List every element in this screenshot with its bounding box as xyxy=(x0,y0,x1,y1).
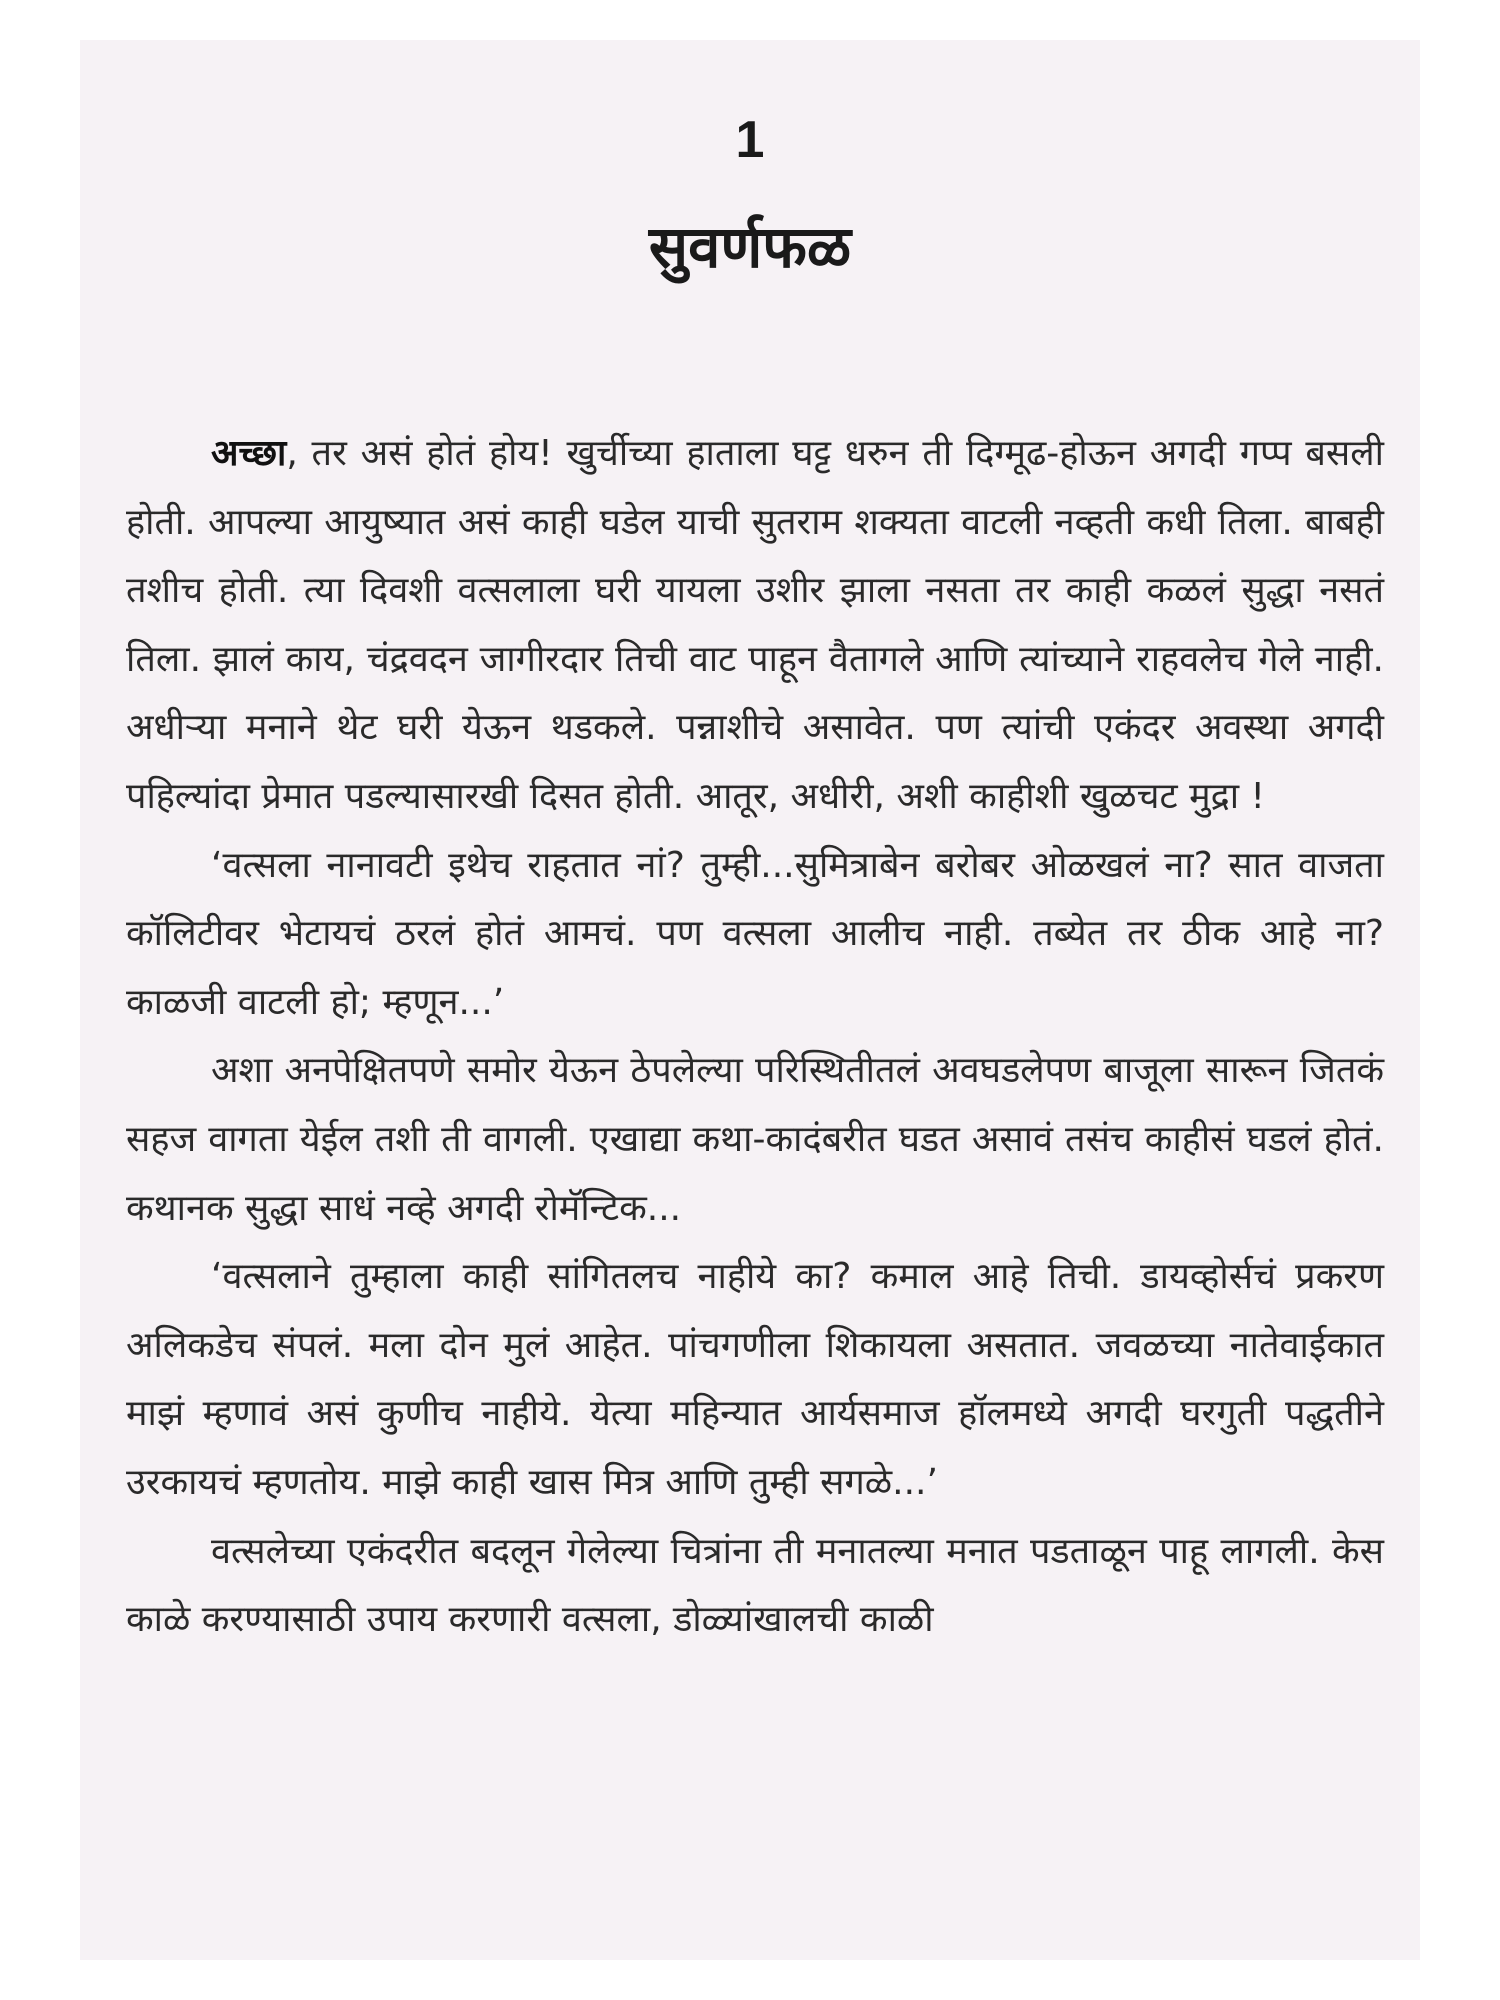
paragraph xyxy=(126,420,1384,832)
paragraph xyxy=(126,1518,1384,1655)
chapter-number: 1 xyxy=(735,111,765,169)
paragraph-text: वत्सलेच्या एकंदरीत बदलून गेलेल्या चित्रांना ती मनातल्या मनात पडताळून पाहू लागली. केस काळे करण्यासाठी उपाय करणारी वत्सला, डोळ्यांखालची काळी xyxy=(126,1530,1384,1641)
chapter-body xyxy=(126,420,1384,1655)
paragraph xyxy=(126,1243,1384,1517)
paragraph-text: , तर असं होतं होय! खुर्चीच्या हाताला घट्ट धरुन ती दिग्मूढ-होऊन अगदी गप्प बसली होती. आपल्या आयुष्यात असं काही घडेल याची सुतराम शक्यता वाटली नव्हती कधी तिला. बाबही तशीच होती. त्या दिवशी वत्सलाला घरी यायला उशीर झाला नसता तर काही कळलं सुद्धा नसतं तिला. झालं काय, चंद्रवदन जागीरदार तिची वाट पाहून वैतागले आणि त्यांच्याने राहवलेच गेले नाही. अधीऱ्या मनाने थेट घरी येऊन थडकले. पन्नाशीचे असावेत. पण त्यांची एकंदर अवस्था अगदी पहिल्यांदा प्रेमात पडल्यासारखी दिसत होती. आतूर, अधीरी, अशी काहीशी खुळचट मुद्रा ! xyxy=(126,433,1384,817)
chapter-title: सुवर्णफळ xyxy=(648,213,852,281)
paragraph-lead-word: अच्छा xyxy=(211,433,287,474)
paragraph-text: अशा अनपेक्षितपणे समोर येऊन ठेपलेल्या परिस्थितीतलं अवघडलेपण बाजूला सारून जितकं सहज वागता येईल तशी ती वागली. एखाद्या कथा-कादंबरीत घडत असावं तसंच काहीसं घडलं होतं. कथानक सुद्धा साधं नव्हे अगदी रोमॅन्टिक... xyxy=(126,1050,1384,1229)
book-page xyxy=(80,40,1420,1960)
paragraph xyxy=(126,832,1384,1038)
paragraph-text: ‘वत्सला नानावटी इथेच राहतात नां? तुम्ही...सुमित्राबेन बरोबर ओळखलं ना? सात वाजता कॉलिटीवर भेटायचं ठरलं होतं आमचं. पण वत्सला आलीच नाही. तब्येत तर ठीक आहे ना? काळजी वाटली हो; म्हणून...’ xyxy=(126,844,1384,1023)
paragraph xyxy=(126,1037,1384,1243)
paragraph-text: ‘वत्सलाने तुम्हाला काही सांगितलच नाहीये का? कमाल आहे तिची. डायव्होर्सचं प्रकरण अलिकडेच संपलं. मला दोन मुलं आहेत. पांचगणीला शिकायला असतात. जवळच्या नातेवाईकात माझं म्हणावं असं कुणीच नाहीये. येत्या महिन्यात आर्यसमाज हॉलमध्ये अगदी घरगुती पद्धतीने उरकायचं म्हणतोय. माझे काही खास मित्र आणि तुम्ही सगळे...’ xyxy=(126,1256,1384,1503)
